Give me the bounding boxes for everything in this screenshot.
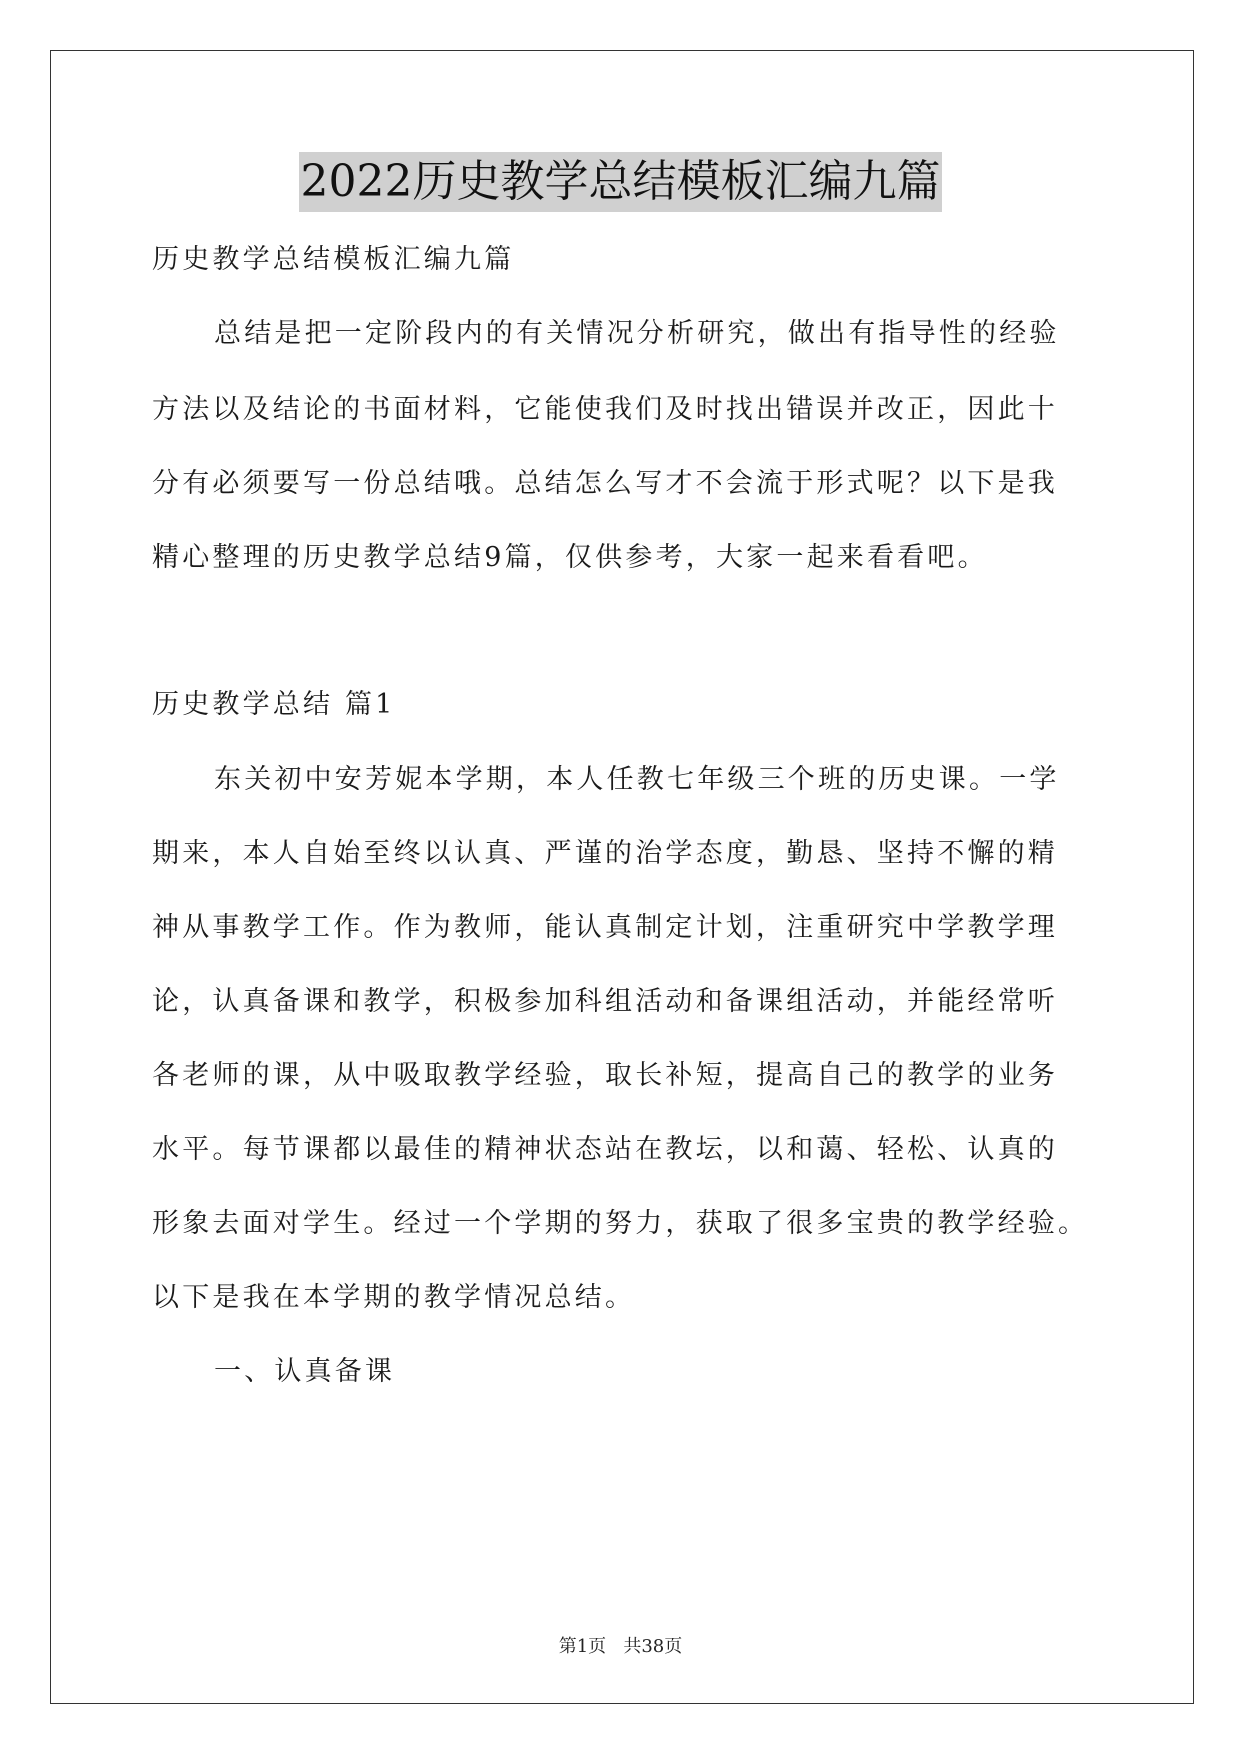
subheading: 一、认真备课: [214, 1356, 396, 1387]
intro-line: 分有必须要写一份总结哦。总结怎么写才不会流于形式呢？以下是我: [152, 468, 1058, 499]
body-line: 形象去面对学生。经过一个学期的努力，获取了很多宝贵的教学经验。: [152, 1208, 1089, 1239]
body-line: 各老师的课，从中吸取教学经验，取长补短，提高自己的教学的业务: [152, 1060, 1058, 1091]
body-line: 东关初中安芳妮本学期，本人任教七年级三个班的历史课。一学: [214, 764, 1060, 795]
body-line: 论，认真备课和教学，积极参加科组活动和备课组活动，并能经常听: [152, 986, 1058, 1017]
title-container: [0, 152, 1241, 212]
page-border: [50, 50, 1194, 1704]
intro-line: 方法以及结论的书面材料，它能使我们及时找出错误并改正，因此十: [152, 394, 1058, 425]
body-line: 以下是我在本学期的教学情况总结。: [152, 1282, 636, 1313]
document-title: 2022历史教学总结模板汇编九篇: [299, 152, 943, 212]
intro-line: 总结是把一定阶段内的有关情况分析研究，做出有指导性的经验: [214, 318, 1060, 349]
body-line: 神从事教学工作。作为教师，能认真制定计划，注重研究中学教学理: [152, 912, 1058, 943]
intro-line: 精心整理的历史教学总结9篇，仅供参考，大家一起来看看吧。: [152, 542, 988, 573]
body-line: 水平。每节课都以最佳的精神状态站在教坛，以和蔼、轻松、认真的: [152, 1134, 1058, 1165]
page-footer: 第1页 共38页: [558, 1636, 683, 1657]
document-subtitle: 历史教学总结模板汇编九篇: [152, 244, 515, 275]
body-line: 期来，本人自始至终以认真、严谨的治学态度，勤恳、坚持不懈的精: [152, 838, 1058, 869]
section-heading: 历史教学总结 篇1: [152, 689, 396, 720]
